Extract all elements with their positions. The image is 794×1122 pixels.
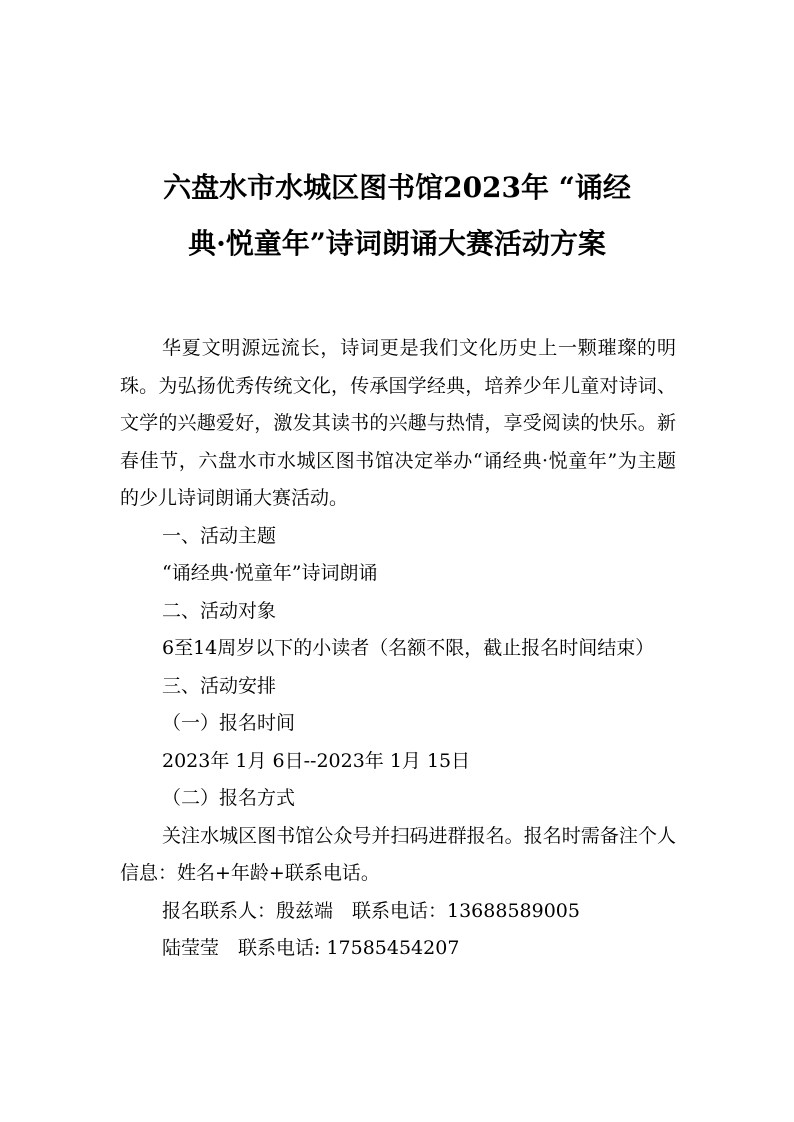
document-title-line-1: 六盘水市水城区图书馆2023年 “诵经 [163,171,631,204]
document-title-line-2: 典·悦童年”诗词朗诵大赛活动方案 [188,227,606,260]
intro-paragraph: 华夏文明源远流长，诗词更是我们文化历史上一颗璀璨的明珠。为弘扬优秀传统文化，传承国学经典，培养少年儿童对诗词、文学的兴趣爱好，激发其读书的兴趣与热情，享受阅读的快乐。新春佳节，六盘水市水城区图书馆决定举办“诵经典·悦童年”为主题的少儿诗词朗诵大赛活动。 [120,337,676,509]
target-heading: 二、活动对象 [162,599,277,622]
contact-line-1: 报名联系人：殷兹端 联系电话：13688589005 [162,899,580,922]
registration-method-text: 关注水城区图书馆公众号并扫码进群报名。报名时需备注个人信息：姓名+年龄+联系电话。 [120,824,676,884]
document-body [120,330,676,968]
contact-line-2: 陆莹莹 联系电话: 17585454207 [162,937,460,959]
registration-method-heading: （二）报名方式 [162,787,296,809]
schedule-heading: 三、活动安排 [162,674,277,697]
theme-heading: 一、活动主题 [162,524,277,547]
theme-text: “诵经典·悦童年”诗词朗诵 [162,562,378,584]
registration-time-text: 2023年 1月 6日--2023年 1月 15日 [162,749,471,772]
target-text: 6至14周岁以下的小读者（名额不限，截止报名时间结束） [162,637,655,659]
registration-time-heading: （一）报名时间 [162,712,296,734]
